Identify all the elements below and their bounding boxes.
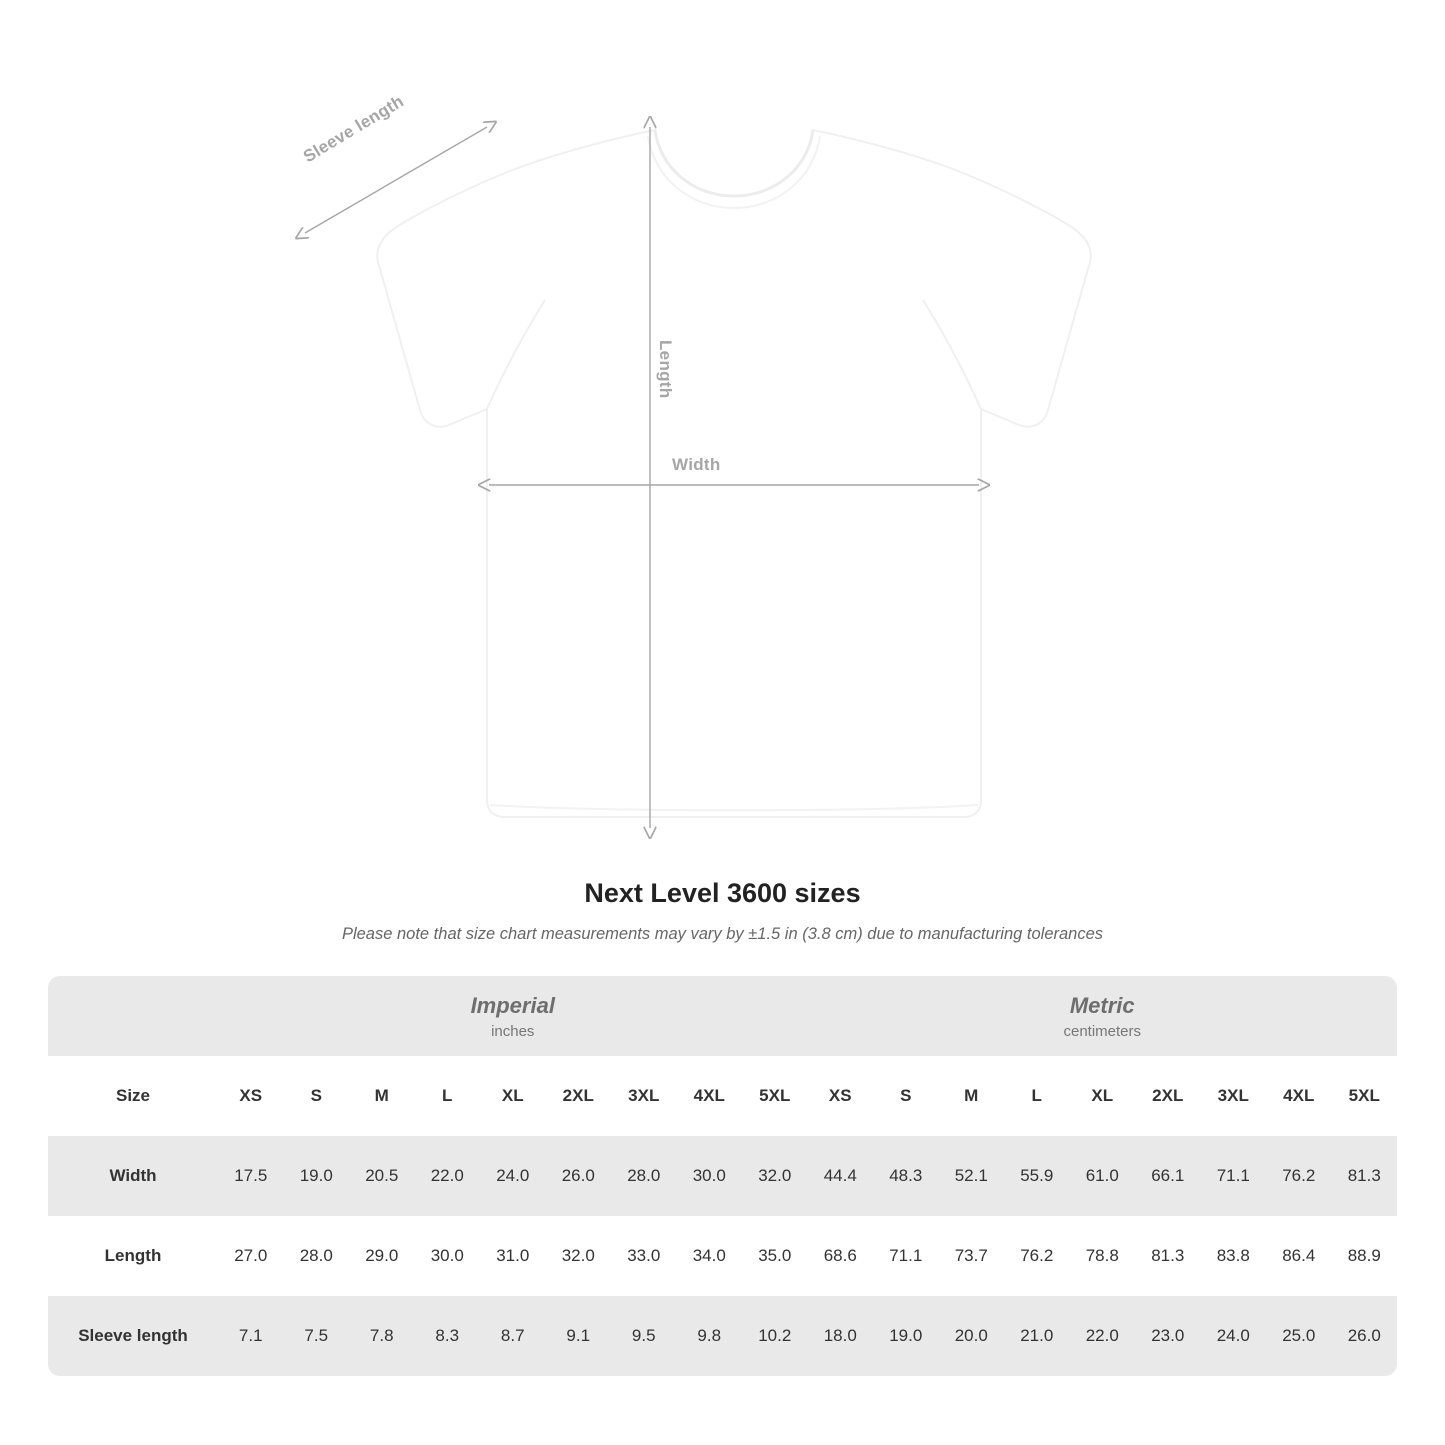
- size-cell-imp-2xl: 2XL: [546, 1056, 612, 1136]
- cell-sleeve-met-xs: 18.0: [808, 1296, 874, 1376]
- size-cell-imp-3xl: 3XL: [611, 1056, 677, 1136]
- cell-length-met-xs: 68.6: [808, 1216, 874, 1296]
- cell-sleeve-imp-m: 7.8: [349, 1296, 415, 1376]
- cell-width-imp-4xl: 30.0: [677, 1136, 743, 1216]
- size-cell-met-m: M: [939, 1056, 1005, 1136]
- cell-sleeve-imp-4xl: 9.8: [677, 1296, 743, 1376]
- cell-width-imp-5xl: 32.0: [742, 1136, 808, 1216]
- size-cell-met-xs: XS: [808, 1056, 874, 1136]
- table-row-width: [48, 1136, 1397, 1216]
- cell-length-met-l: 76.2: [1004, 1216, 1070, 1296]
- size-cell-met-s: S: [873, 1056, 939, 1136]
- size-table: [48, 976, 1397, 1376]
- cell-sleeve-met-4xl: 25.0: [1266, 1296, 1332, 1376]
- size-cell-met-5xl: 5XL: [1332, 1056, 1398, 1136]
- cell-length-met-2xl: 81.3: [1135, 1216, 1201, 1296]
- cell-width-imp-2xl: 26.0: [546, 1136, 612, 1216]
- cell-sleeve-imp-3xl: 9.5: [611, 1296, 677, 1376]
- cell-sleeve-met-s: 19.0: [873, 1296, 939, 1376]
- size-cell-imp-4xl: 4XL: [677, 1056, 743, 1136]
- width-label: Width: [672, 455, 721, 474]
- size-cell-imp-s: S: [284, 1056, 350, 1136]
- cell-width-imp-xs: 17.5: [218, 1136, 284, 1216]
- cell-sleeve-met-xl: 22.0: [1070, 1296, 1136, 1376]
- cell-length-met-xl: 78.8: [1070, 1216, 1136, 1296]
- cell-width-imp-xl: 24.0: [480, 1136, 546, 1216]
- tolerance-note: Please note that size chart measurements may vary by ±1.5 in (3.8 cm) due to manufacturing tolerances: [341, 925, 1104, 943]
- cell-length-met-s: 71.1: [873, 1216, 939, 1296]
- cell-sleeve-met-3xl: 24.0: [1201, 1296, 1267, 1376]
- shirt-body-shape: [377, 130, 1090, 817]
- cell-width-met-3xl: 71.1: [1201, 1136, 1267, 1216]
- sleeve-length-label: Sleeve length: [300, 91, 408, 167]
- cell-width-met-2xl: 66.1: [1135, 1136, 1201, 1216]
- cell-sleeve-imp-2xl: 9.1: [546, 1296, 612, 1376]
- cell-length-imp-m: 29.0: [349, 1216, 415, 1296]
- size-cell-met-4xl: 4XL: [1266, 1056, 1332, 1136]
- size-cell-imp-xs: XS: [218, 1056, 284, 1136]
- cell-width-met-5xl: 81.3: [1332, 1136, 1398, 1216]
- cell-length-met-5xl: 88.9: [1332, 1216, 1398, 1296]
- cell-length-imp-4xl: 34.0: [677, 1216, 743, 1296]
- cell-width-met-4xl: 76.2: [1266, 1136, 1332, 1216]
- unit-header-row: [48, 976, 1397, 1056]
- row-label-width: Width: [48, 1136, 218, 1216]
- size-cell-imp-5xl: 5XL: [742, 1056, 808, 1136]
- cell-width-imp-l: 22.0: [415, 1136, 481, 1216]
- size-cell-met-xl: XL: [1070, 1056, 1136, 1136]
- table-row-sleeve-length: [48, 1296, 1397, 1376]
- size-cell-imp-m: M: [349, 1056, 415, 1136]
- table-row-length: [48, 1216, 1397, 1296]
- cell-length-met-4xl: 86.4: [1266, 1216, 1332, 1296]
- cell-width-met-xl: 61.0: [1070, 1136, 1136, 1216]
- cell-width-imp-s: 19.0: [284, 1136, 350, 1216]
- imperial-title: Imperial: [470, 992, 555, 1018]
- cell-sleeve-met-m: 20.0: [939, 1296, 1005, 1376]
- size-row: [48, 1056, 1397, 1136]
- length-label: Length: [656, 340, 675, 399]
- unit-header-spacer: [48, 976, 218, 1056]
- cell-length-imp-s: 28.0: [284, 1216, 350, 1296]
- cell-sleeve-imp-5xl: 10.2: [742, 1296, 808, 1376]
- size-cell-met-l: L: [1004, 1056, 1070, 1136]
- cell-length-met-3xl: 83.8: [1201, 1216, 1267, 1296]
- title-block: [0, 878, 1445, 944]
- metric-subtitle: centimeters: [1063, 1023, 1142, 1041]
- cell-sleeve-imp-xs: 7.1: [218, 1296, 284, 1376]
- cell-width-met-xs: 44.4: [808, 1136, 874, 1216]
- cell-length-imp-l: 30.0: [415, 1216, 481, 1296]
- cell-width-met-l: 55.9: [1004, 1136, 1070, 1216]
- cell-sleeve-imp-l: 8.3: [415, 1296, 481, 1376]
- cell-width-imp-m: 20.5: [349, 1136, 415, 1216]
- cell-width-imp-3xl: 28.0: [611, 1136, 677, 1216]
- cell-length-imp-3xl: 33.0: [611, 1216, 677, 1296]
- imperial-subtitle: inches: [491, 1023, 535, 1041]
- size-row-label: Size: [48, 1056, 218, 1136]
- cell-length-imp-xl: 31.0: [480, 1216, 546, 1296]
- size-cell-met-3xl: 3XL: [1201, 1056, 1267, 1136]
- cell-sleeve-imp-s: 7.5: [284, 1296, 350, 1376]
- row-label-length: Length: [48, 1216, 218, 1296]
- size-cell-imp-l: L: [415, 1056, 481, 1136]
- cell-sleeve-imp-xl: 8.7: [480, 1296, 546, 1376]
- imperial-unit-header: [218, 976, 808, 1056]
- row-label-sleeve-length: Sleeve length: [48, 1296, 218, 1376]
- cell-length-imp-xs: 27.0: [218, 1216, 284, 1296]
- cell-width-met-m: 52.1: [939, 1136, 1005, 1216]
- cell-width-met-s: 48.3: [873, 1136, 939, 1216]
- page-title: Next Level 3600 sizes: [584, 878, 861, 908]
- size-table-wrapper: [48, 976, 1397, 1376]
- metric-unit-header: [808, 976, 1398, 1056]
- cell-length-imp-2xl: 32.0: [546, 1216, 612, 1296]
- size-cell-imp-xl: XL: [480, 1056, 546, 1136]
- cell-length-imp-5xl: 35.0: [742, 1216, 808, 1296]
- cell-sleeve-met-2xl: 23.0: [1135, 1296, 1201, 1376]
- cell-sleeve-met-5xl: 26.0: [1332, 1296, 1398, 1376]
- size-cell-met-2xl: 2XL: [1135, 1056, 1201, 1136]
- cell-sleeve-met-l: 21.0: [1004, 1296, 1070, 1376]
- cell-length-met-m: 73.7: [939, 1216, 1005, 1296]
- metric-title: Metric: [1069, 992, 1135, 1018]
